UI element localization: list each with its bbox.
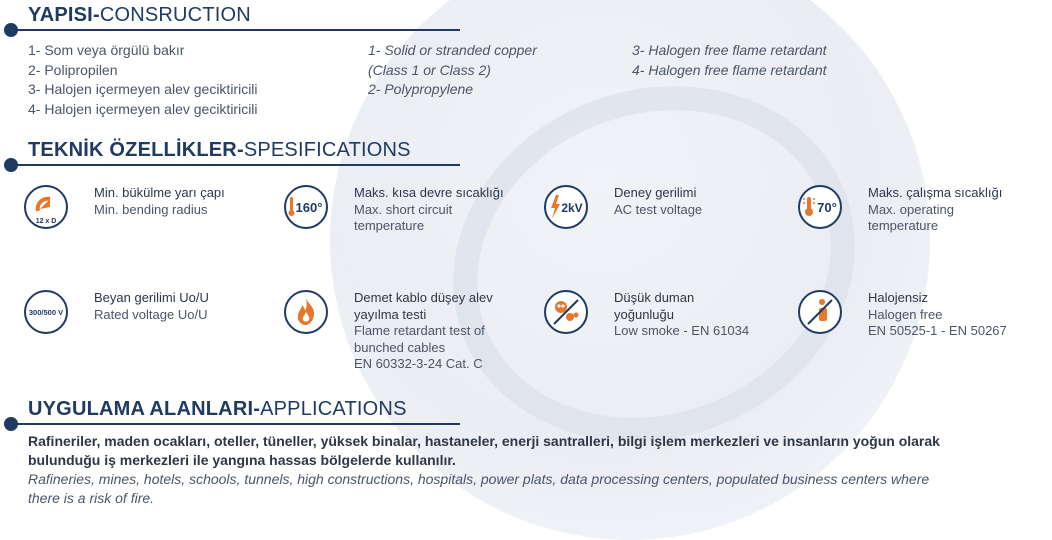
- flame-icon: [284, 290, 328, 334]
- construction-rule: [12, 29, 460, 31]
- voltage-badge-icon-label: 300/500 V: [28, 308, 64, 317]
- construction-en-item: 2- Polypropylene: [368, 81, 474, 97]
- applications-rule: [12, 423, 460, 425]
- heat-thermometer-icon-label: 70°: [817, 200, 837, 215]
- bend-radius-icon-label: 12 x D: [35, 218, 57, 225]
- construction-en-item: 1- Solid or stranded copper: [368, 42, 537, 58]
- spec-text: Maks. kısa devre sıcaklığı Max. short circuit temperature: [354, 185, 504, 233]
- specs-rule: [12, 164, 460, 166]
- thermometer-icon-label: 160°: [295, 200, 323, 215]
- spec-text: Maks. çalışma sıcaklığı Max. operating temperature: [868, 185, 1003, 233]
- thermometer-icon: [284, 185, 328, 229]
- construction-heading: YAPISI-CONSRUCTION: [28, 4, 251, 26]
- spec-text: Beyan gerilimi Uo/U Rated voltage Uo/U: [94, 290, 209, 322]
- spec-text: Deney gerilimi AC test voltage: [614, 185, 703, 217]
- gas-mask-icon: [544, 290, 588, 334]
- construction-en-item: (Class 1 or Class 2): [368, 61, 491, 78]
- construction-en-item: 3- Halogen free flame retardant: [632, 42, 827, 58]
- construction-tr-item: 2- Polipropilen: [28, 61, 118, 78]
- applications-heading: UYGULAMA ALANLARI-APPLICATIONS: [28, 398, 407, 420]
- heat-thermometer-icon: [798, 185, 842, 229]
- construction-en-list-a: [368, 41, 537, 100]
- construction-en-list-b: [632, 41, 827, 80]
- specs-dot: [4, 158, 18, 172]
- applications-text: Rafineriler, maden ocakları, oteller, tüneller, yüksek binalar, hastaneler, enerji santralleri, bilgi işlem merkezleri ve insanların yoğun olarak bulunduğu iş merkezleri ile yangına hassas bölgelerde kullanılır. Rafineries, mines, hotels, schools, tunnels, high constructions, hospitals, power plats, data processing centers, populated business centers where there is a risk of fire.: [28, 433, 940, 506]
- construction-dot: [4, 23, 18, 37]
- specs-heading: TEKNİK ÖZELLİKLER-SPESIFICATIONS: [28, 139, 411, 161]
- lightning-icon: [544, 185, 588, 229]
- spec-text: Demet kablo düşey alev yayılma testi Flame retardant test of bunched cables EN 60332-3-24 Cat. C: [354, 290, 493, 371]
- applications-dot: [4, 417, 18, 431]
- construction-tr-item: 3- Halojen içermeyen alev geciktiricili: [28, 81, 258, 97]
- bend-radius-icon: [24, 185, 68, 229]
- halogen-free-icon: [798, 290, 842, 334]
- construction-tr-item: 4- Halojen içermeyen alev geciktiricili: [28, 100, 258, 117]
- construction-en-item: 4- Halogen free flame retardant: [632, 61, 827, 78]
- spec-text: Min. bükülme yarı çapı Min. bending radius: [94, 185, 225, 217]
- voltage-badge-icon: [24, 290, 68, 334]
- spec-text: Düşük duman yoğunluğu Low smoke - EN 61034: [614, 290, 750, 338]
- construction-tr-list: [28, 41, 258, 119]
- lightning-icon-label: 2kV: [561, 201, 583, 215]
- spec-text: Halojensiz Halogen free EN 50525-1 - EN 50267: [868, 290, 1007, 338]
- construction-tr-item: 1- Som veya örgülü bakır: [28, 42, 185, 58]
